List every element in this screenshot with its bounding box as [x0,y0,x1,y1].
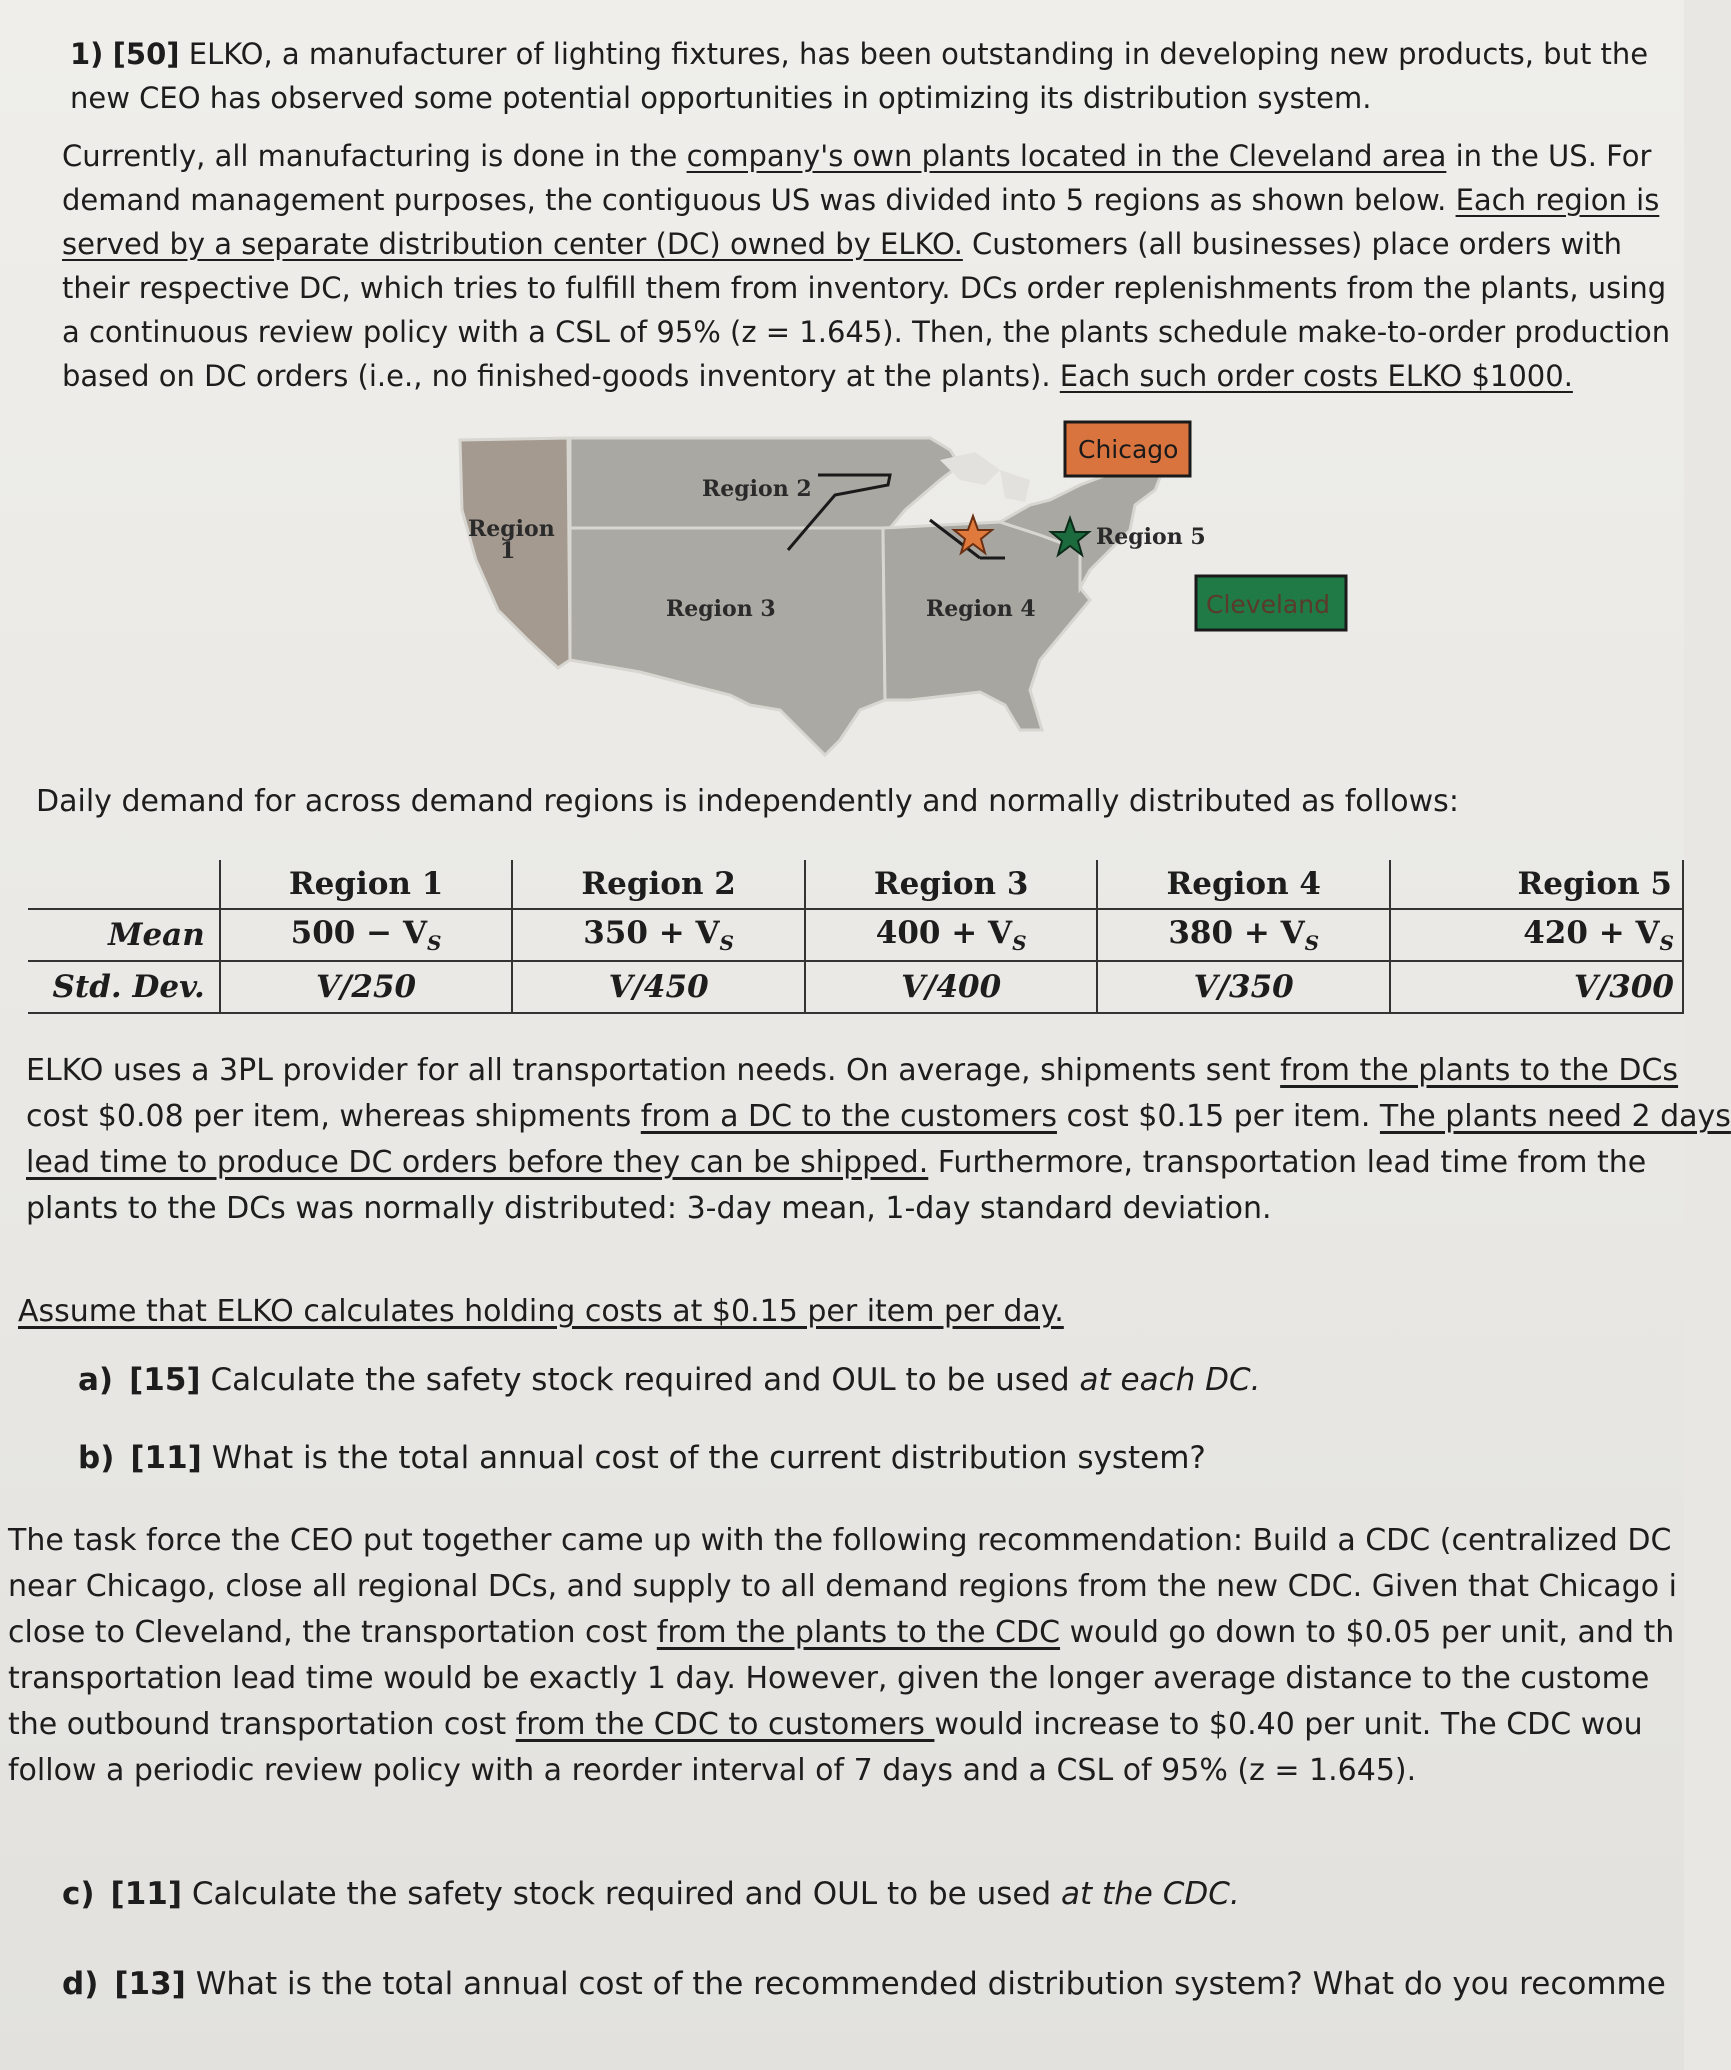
text-span: cost $0.15 per item. [1056,1099,1380,1134]
cell-subscript: S [1659,931,1674,956]
text-span: Furthermore, transportation lead time from the [928,1145,1647,1180]
question-points: [15] [129,1362,201,1398]
cell-subscript: S [1304,931,1320,956]
question-c [62,1876,1240,1912]
chicago-label: Chicago [1078,435,1179,464]
text-line: The task force the CEO put together came up with the following recommendation: Build a CDC (centralized DC [8,1523,1672,1558]
text-span: would go down to $0.05 per unit, and th [1060,1615,1675,1650]
table-cell [805,909,1098,961]
underlined-text: from the CDC to customers [515,1707,935,1742]
text-span: in the US. For [1446,139,1652,173]
text-line: transportation lead time would be exactly 1 day. However, given the longer average distance to the custome [8,1661,1650,1696]
great-lakes-shape [1000,470,1030,502]
intro-paragraph [70,32,1648,120]
table-cell [1390,909,1683,961]
table-header-cell: Region 4 [1097,860,1390,909]
task-force-paragraph [8,1518,1677,1794]
map-label-region-5: Region 5 [1096,524,1206,550]
question-points: [13] [114,1966,186,2002]
text-span: demand management purposes, the contiguous US was divided into 5 regions as shown below. [62,183,1456,217]
map-label-region-2: Region 2 [702,476,812,502]
table-row-mean [28,909,1683,961]
text-line: near Chicago, close all regional DCs, and supply to all demand regions from the new CDC. Given that Chicago i [8,1569,1677,1604]
table-cell: V/250 [220,961,513,1013]
table-header-cell: Region 3 [805,860,1098,909]
table-header-cell: Region 5 [1390,860,1683,909]
demand-table [28,860,1684,1014]
text-line: Daily demand for across demand regions is independently and normally distributed as follows: [36,784,1459,819]
table-header-row [28,860,1683,909]
text-span: Currently, all manufacturing is done in the [62,139,687,173]
question-number: 1) [70,37,104,71]
question-d [62,1966,1666,2002]
text-line: their respective DC, which tries to fulfill them from inventory. DCs order replenishments from the plants, using [62,271,1667,305]
table-cell [512,909,805,961]
question-a [78,1362,1261,1398]
question-points: [11] [130,1440,202,1476]
map-label-region-1: Region [468,516,555,542]
cell-value: 350 + V [583,914,720,951]
table-cell: V/350 [1097,961,1390,1013]
underlined-text: Each region is [1455,183,1660,217]
cell-subscript: S [1012,931,1027,956]
question-label: d) [62,1966,99,2002]
text-span: close to Cleveland, the transportation cost [8,1615,657,1650]
map-label-region-3: Region 3 [666,596,776,622]
table-row-std-dev [28,961,1683,1013]
holding-cost-note [18,1290,1064,1334]
cell-subscript: S [427,931,442,956]
underlined-text: The plants need 2 days [1379,1099,1731,1134]
demand-intro [36,780,1459,824]
cell-value: 420 + V [1523,914,1660,951]
map-label-region-1-number: 1 [500,538,516,564]
table-cell: V/300 [1390,961,1683,1013]
question-text: What is the total annual cost of the current distribution system? [211,1440,1206,1476]
question-text: What is the total annual cost of the recommended distribution system? What do you recomme [195,1966,1666,2002]
underlined-text: Assume that ELKO calculates holding costs at $0.15 per item per day. [18,1294,1064,1329]
underlined-text: company's own plants located in the Cleveland area [686,139,1447,173]
underlined-text: from the plants to the DCs [1280,1053,1679,1088]
table-header-cell: Region 1 [220,860,513,909]
underlined-text: from the plants to the CDC [656,1615,1061,1650]
underlined-text: served by a separate distribution center (DC) owned by ELKO. [62,227,963,261]
question-points: [50] [112,37,180,71]
question-text: Calculate the safety stock required and OUL to be used [210,1362,1080,1398]
intro-line-2: new CEO has observed some potential opportunities in optimizing its distribution system. [70,81,1372,115]
cell-value: 380 + V [1168,914,1305,951]
table-corner-cell [28,860,220,909]
underlined-text: Each such order costs ELKO $1000. [1059,359,1573,393]
question-text-italic: at each DC. [1079,1362,1261,1398]
text-span: Customers (all businesses) place orders with [962,227,1622,261]
table-header-cell: Region 2 [512,860,805,909]
question-label: a) [78,1362,114,1398]
question-points: [11] [110,1876,183,1912]
cleveland-label: Cleveland [1206,590,1330,619]
question-label: b) [78,1440,115,1476]
underlined-text: lead time to produce DC orders before they can be shipped. [26,1145,929,1180]
table-cell [1097,909,1390,961]
table-cell: V/400 [805,961,1098,1013]
cell-value: 500 − V [290,914,427,951]
table-cell: V/450 [512,961,805,1013]
row-label-mean: Mean [28,909,220,961]
cell-subscript: S [719,931,734,956]
text-line: plants to the DCs was normally distributed: 3-day mean, 1-day standard deviation. [26,1191,1272,1226]
row-label-std-dev: Std. Dev. [28,961,220,1013]
text-span: cost $0.08 per item, whereas shipments [26,1099,641,1134]
underlined-text: from a DC to the customers [640,1099,1057,1134]
question-label: c) [62,1876,95,1912]
map-label-region-4: Region 4 [926,596,1036,622]
text-span: would increase to $0.40 per unit. The CDC wou [934,1707,1643,1742]
question-text-italic: at the CDC. [1060,1876,1240,1912]
intro-line-1: ELKO, a manufacturer of lighting fixtures, has been outstanding in developing new products, but the [188,37,1649,71]
question-text: Calculate the safety stock required and OUL to be used [191,1876,1061,1912]
text-span: based on DC orders (i.e., no finished-goods inventory at the plants). [62,359,1060,393]
text-line: follow a periodic review policy with a reorder interval of 7 days and a CSL of 95% (z = 1.645). [8,1753,1417,1788]
logistics-paragraph [26,1048,1731,1232]
text-span: ELKO uses a 3PL provider for all transportation needs. On average, shipments sent [26,1053,1281,1088]
question-b [78,1440,1206,1476]
map-region-3 [570,528,885,755]
text-line: a continuous review policy with a CSL of 95% (z = 1.645). Then, the plants schedule make-to-order production [62,315,1671,349]
current-system-paragraph [62,134,1670,398]
text-span: the outbound transportation cost [8,1707,516,1742]
cell-value: 400 + V [875,914,1013,951]
table-cell [220,909,513,961]
us-regions-map [440,410,1360,770]
